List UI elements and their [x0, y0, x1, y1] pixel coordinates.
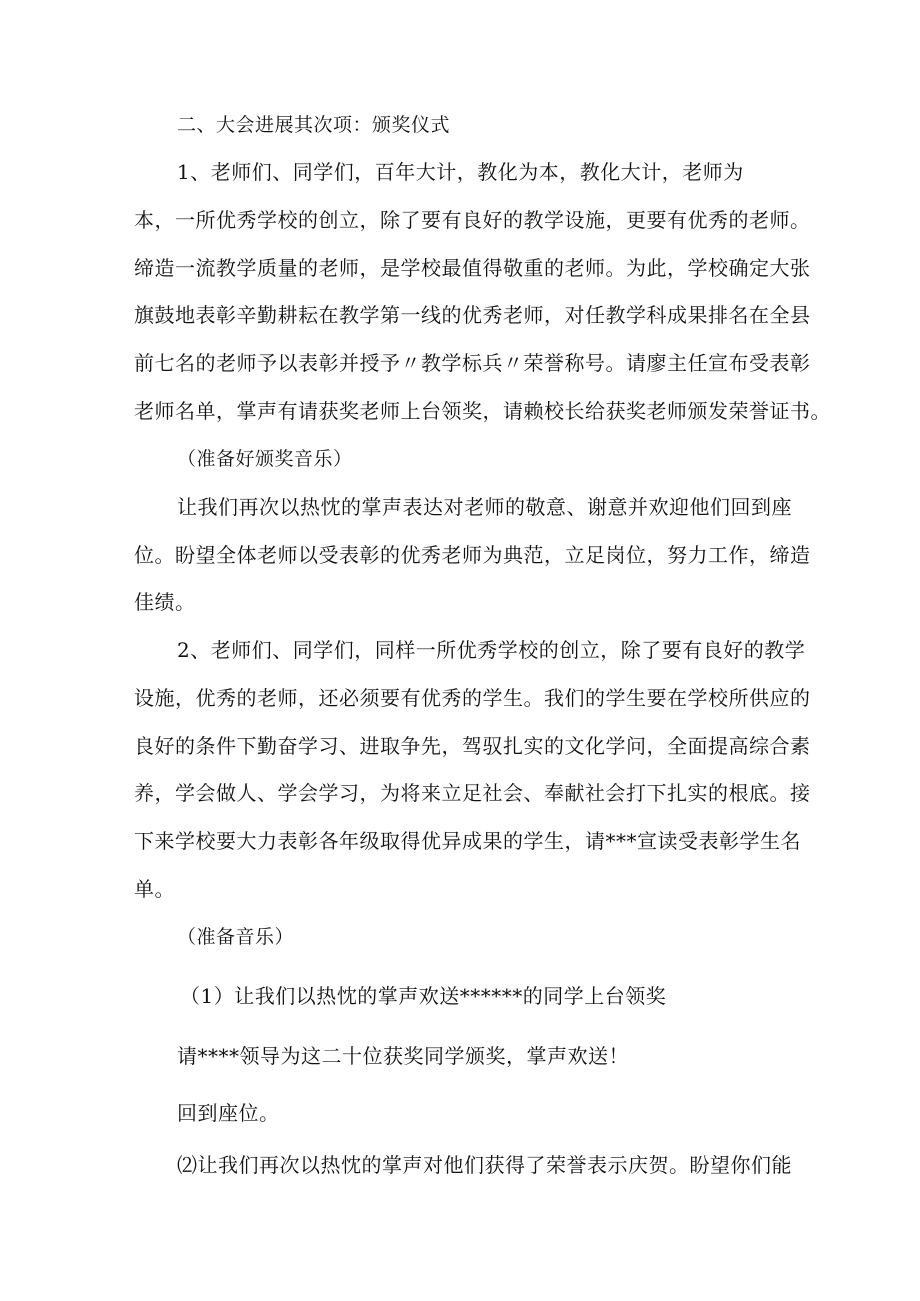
stage-note: （准备好颁奖音乐） [177, 448, 353, 470]
paragraph-line: 让我们再次以热忱的掌声表达对老师的敬意、谢意并欢迎他们回到座 [177, 495, 792, 519]
section-heading: 二、大会进展其次项：颁奖仪式 [177, 114, 451, 136]
list-item: ⑵让我们再次以热忱的掌声对他们获得了荣誉表示庆贺。盼望你们能 [177, 1153, 792, 1177]
paragraph-line: 佳绩。 [134, 590, 196, 614]
list-item: （1）让我们以热忱的掌声欢送******的同学上台领奖 [180, 984, 667, 1008]
paragraph-line: 本，一所优秀学校的创立，除了要有良好的教学设施，更要有优秀的老师。 [134, 208, 811, 232]
paragraph-line: 位。盼望全体老师以受表彰的优秀老师为典范，立足岗位，努力工作，缔造 [134, 543, 811, 567]
paragraph-line: 1、老师们、同学们，百年大计，教化为本，教化大计，老师为 [177, 160, 744, 184]
stage-note: （准备音乐） [177, 926, 295, 948]
paragraph-line: 良好的条件下勤奋学习、进取争先，驾驭扎实的文化学问，全面提高综合素 [134, 734, 811, 758]
paragraph-line: 旗鼓地表彰辛勤耕耘在教学第一线的优秀老师，对任教学科成果排名在全县 [134, 303, 811, 327]
paragraph-line: 老师名单，掌声有请获奖老师上台领奖，请赖校长给获奖老师颁发荣誉证书。 [134, 399, 831, 423]
paragraph-line: 下来学校要大力表彰各年级取得优异成果的学生，请***宣读受表彰学生名 [134, 829, 801, 853]
paragraph-line: 设施，优秀的老师，还必须要有优秀的学生。我们的学生要在学校所供应的 [134, 686, 811, 710]
paragraph-line: 请****领导为这二十位获奖同学颁奖，掌声欢送！ [177, 1044, 629, 1068]
paragraph-line: 回到座位。 [177, 1101, 280, 1125]
paragraph-line: 缔造一流教学质量的老师，是学校最值得敬重的老师。为此，学校确定大张 [134, 256, 811, 280]
paragraph-line: 单。 [134, 877, 175, 901]
paragraph-line: 2、老师们、同学们，同样一所优秀学校的创立，除了要有良好的教学 [177, 638, 806, 662]
paragraph-line: 前七名的老师予以表彰并授予〃教学标兵〃荣誉称号。请廖主任宣布受表彰 [134, 351, 811, 375]
paragraph-line: 养，学会做人、学会学习，为将来立足社会、奉献社会打下扎实的根底。接 [134, 781, 811, 805]
